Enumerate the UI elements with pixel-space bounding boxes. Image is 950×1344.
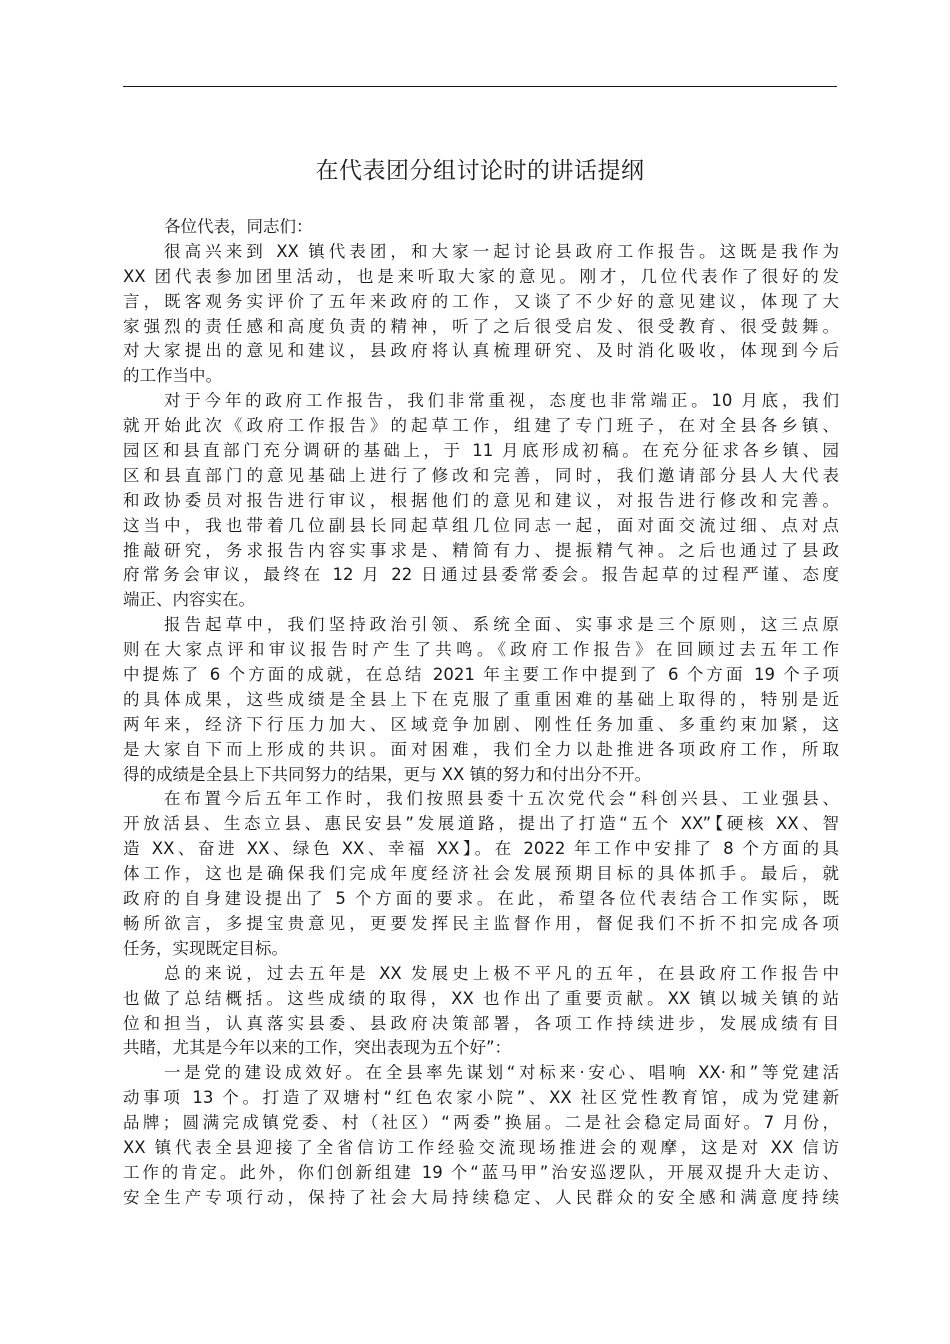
text-line: 的工作当中。 [123,366,222,386]
document-title: 在代表团分组讨论时的讲话提纲 [315,158,645,184]
text-line: 各位代表，同志们： [164,217,313,236]
text-line: 位和担当，认真落实县委、县政府决策部署，各项工作持续进步，发展成绩有目 [123,1013,839,1033]
text-line: 区和县直部门的意见基础上进行了修改和完善，同时，我们邀请部分县人大代表 [123,465,839,485]
text-line: 在布置今后五年工作时，我们按照县委十五次党代会“科创兴县、工业强县、 [164,789,839,809]
text-line: 则在大家点评和审议报告时产生了共鸣。《政府工作报告》在回顾过去五年工作 [123,640,839,660]
text-line: 报告起草中，我们坚持政治引领、系统全面、实事求是三个原则，这三点原 [164,615,839,635]
text-line: 安全生产专项行动，保持了社会大局持续稳定、人民群众的安全感和满意度持续 [123,1187,839,1207]
text-line: 一是党的建设成效好。在全县率先谋划“对标来·安心、唱响 XX·和”等党建活 [164,1063,839,1083]
text-line: XX 团代表参加团里活动，也是来听取大家的意见。刚才，几位代表作了很好的发 [123,266,839,286]
text-line: 很高兴来到 XX 镇代表团，和大家一起讨论县政府工作报告。这既是我作为 [164,241,839,261]
text-line: 推敲研究，务求报告内容实事求是、精简有力、提振精气神。之后也通过了县政 [123,540,839,560]
header-rule [123,86,837,87]
text-line: XX 镇代表全县迎接了全省信访工作经验交流现场推进会的观摩，这是对 XX 信访 [123,1137,839,1157]
text-line: 总的来说，过去五年是 XX 发展史上极不平凡的五年，在县政府工作报告中 [164,963,839,983]
text-line: 得的成绩是全县上下共同努力的结果，更与 XX 镇的努力和付出分不开。 [123,764,652,784]
text-line: 对于今年的政府工作报告，我们非常重视，态度也非常端正。10 月底，我们 [164,391,839,411]
text-line: 家强烈的责任感和高度负责的精神，听了之后很受启发、很受教育、很受鼓舞。 [123,316,839,336]
text-line: 共睹，尤其是今年以来的工作，突出表现为五个好”： [123,1038,512,1058]
text-line: 是大家自下而上形成的共识。面对困难，我们全力以赴推进各项政府工作，所取 [123,739,839,759]
text-line: 畅所欲言，多提宝贵意见，更要发挥民主监督作用，督促我们不折不扣完成各项 [123,913,839,933]
text-line: 对大家提出的意见和建议，县政府将认真梳理研究、及时消化吸收，体现到今后 [123,341,839,361]
text-line: 言，既客观务实评价了五年来政府的工作，又谈了不少好的意见建议，体现了大 [123,291,839,311]
text-line: 府常务会审议，最终在 12 月 22 日通过县委常委会。报告起草的过程严谨、态度 [123,565,839,585]
text-line: 造 XX、奋进 XX、绿色 XX、幸福 XX】。在 2022 年工作中安排了 8 个方面的具 [123,839,839,859]
text-line: 开放活县、生态立县、惠民安县”发展道路，提出了打造“五个 XX”【硬核 XX、智 [123,814,839,834]
text-line: 动事项 13 个。打造了双塘村“红色农家小院”、XX 社区党性教育馆，成为党建新 [123,1088,839,1108]
text-line: 体工作，这也是确保我们完成年度经济社会发展预期目标的具体抓手。最后，就 [123,864,839,884]
text-line: 这当中，我也带着几位副县长同起草组几位同志一起，面对面交流过细、点对点 [123,515,839,535]
text-line: 任务，实现既定目标。 [123,938,288,958]
text-line: 两年来，经济下行压力加大、区域竞争加剧、刚性任务加重、多重约束加紧，这 [123,714,839,734]
text-line: 就开始此次《政府工作报告》的起草工作，组建了专门班子，在对全县各乡镇、 [123,416,839,436]
text-line: 和政协委员对报告进行审议，根据他们的意见和建议，对报告进行修改和完善。 [123,490,839,510]
text-line: 园区和县直部门充分调研的基础上，于 11 月底形成初稿。在充分征求各乡镇、园 [123,441,839,461]
text-line: 中提炼了 6 个方面的成就，在总结 2021 年主要工作中提到了 6 个方面 19 个子项 [123,665,839,685]
text-line: 端正、内容实在。 [123,590,255,610]
text-line: 品牌；圆满完成镇党委、村（社区）“两委”换届。二是社会稳定局面好。7 月份， [123,1113,839,1133]
text-line: 也做了总结概括。这些成绩的取得，XX 也作出了重要贡献。XX 镇以城关镇的站 [123,988,839,1008]
text-line: 工作的肯定。此外，你们创新组建 19 个“蓝马甲”治安巡逻队，开展双提升大走访、 [123,1162,839,1182]
text-line: 的具体成果，这些成绩是全县上下在克服了重重困难的基础上取得的，特别是近 [123,689,839,709]
document-body [123,215,839,1211]
text-line: 政府的自身建设提出了 5 个方面的要求。在此，希望各位代表结合工作实际，既 [123,889,839,909]
